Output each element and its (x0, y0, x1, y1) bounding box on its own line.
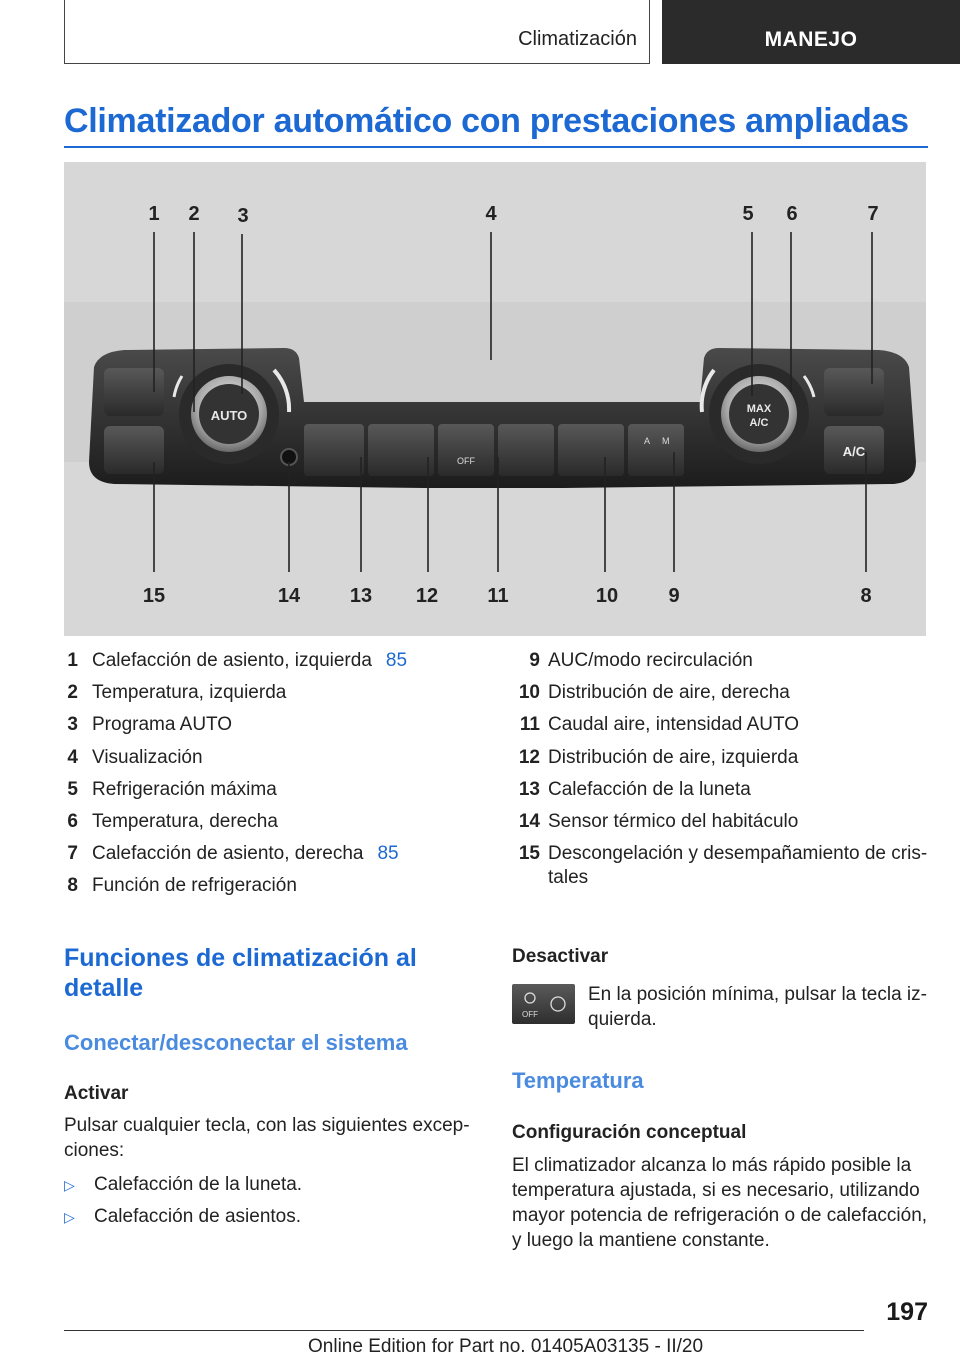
legend-item: 13 Calefacción de la luneta (518, 778, 751, 800)
deactivate-heading: Desactivar (512, 946, 609, 967)
concept-text: El climatizador alcanza lo más rápido posible la temperatura ajustada, si es necesario, utilizando mayor potencia de refrigeración o de calefacción, y luego la mantiene constante. (512, 1155, 928, 1251)
bullet-item: ▷ Calefacción de la luneta. (64, 1174, 303, 1195)
page-ref-link[interactable]: 85 (385, 650, 408, 671)
onoff-heading: Conectar/desconectar el sistema (64, 1030, 408, 1055)
legend-item: 6 Temperatura, derecha (67, 810, 278, 832)
fan-auto-button (498, 424, 554, 476)
callout-6: 6 (786, 203, 798, 225)
auc-a-label: A (644, 436, 651, 446)
legend-item: 14 Sensor térmico del habitáculo (518, 810, 799, 832)
footer-edition: Online Edition for Part no. 01405A03135 - II/20 (308, 1336, 704, 1357)
legend-item: 7 Calefacción de asiento, derecha 85 (67, 843, 399, 865)
seat-heat-right-button (824, 368, 884, 416)
legend-right (512, 649, 932, 898)
footer-divider (64, 1330, 864, 1331)
legend-item: 12 Distribución de aire, izquierda (518, 746, 799, 768)
defrost-front-button (104, 426, 164, 474)
page-title: Climatizador automático con prestaciones ampliadas (64, 102, 909, 140)
rear-defrost-button (304, 424, 364, 476)
legend-item: 15 Descongelación y desempañamiento de cris-tales (518, 843, 928, 889)
callout-4: 4 (485, 203, 497, 225)
callout-15: 15 (142, 585, 166, 607)
legend-item: 4 Visualización (67, 746, 203, 768)
callout-5: 5 (742, 203, 754, 225)
callout-12: 12 (415, 585, 439, 607)
callout-11: 11 (487, 585, 509, 607)
activate-text: Pulsar cualquier tecla, con las siguientes excep- ciones: (64, 1115, 470, 1161)
callout-2: 2 (188, 203, 200, 225)
page-ref-link[interactable]: 85 (377, 843, 399, 865)
chapter-label: MANEJO (764, 28, 858, 51)
callout-9: 9 (668, 585, 680, 607)
off-label: OFF (457, 456, 475, 466)
callout-14: 14 (277, 585, 301, 607)
legend-item: 2 Temperatura, izquierda (67, 682, 287, 704)
seat-heat-left-button (104, 368, 164, 416)
callout-7: 7 (867, 203, 879, 225)
legend-item: 3 Programa AUTO (67, 714, 233, 736)
air-dist-left-button (368, 424, 434, 476)
auc-recirc-button (628, 424, 684, 476)
header-box (64, 0, 650, 64)
page-number: 197 (886, 1298, 928, 1326)
deactivate-text: En la posición mínima, pulsar la tecla iz- quierda. (588, 984, 927, 1030)
bullet-item: ▷ Calefacción de asientos. (64, 1206, 302, 1227)
callout-3: 3 (237, 205, 249, 227)
svg-text:OFF: OFF (522, 1010, 538, 1019)
max-label: MAX (746, 403, 772, 415)
legend-item: 11 Caudal aire, intensidad AUTO (519, 714, 800, 736)
temperature-heading: Temperatura (512, 1068, 644, 1093)
chapter-tab[interactable] (662, 0, 960, 64)
legend-item: 9 AUC/modo recirculación (529, 650, 753, 671)
concept-heading: Configuración conceptual (512, 1122, 747, 1143)
air-dist-right-button (558, 424, 624, 476)
triangle-bullet-icon: ▷ (64, 1209, 75, 1225)
legend-item: 10 Distribución de aire, derecha (518, 682, 790, 704)
callout-1: 1 (148, 203, 160, 225)
callout-8: 8 (860, 585, 872, 607)
climate-panel-figure (64, 162, 926, 636)
title-divider (64, 146, 928, 148)
legend-item: 8 Función de refrigeración (67, 875, 297, 897)
legend-left (64, 649, 484, 907)
activate-heading: Activar (64, 1083, 129, 1104)
triangle-bullet-icon: ▷ (64, 1177, 75, 1193)
callout-13: 13 (349, 585, 373, 607)
auto-label: AUTO (210, 408, 248, 423)
auc-m-label: M (662, 436, 670, 446)
legend-item: 5 Refrigeración máxima (67, 778, 277, 800)
legend-item: 1 Calefacción de asiento, izquierda 85 (67, 650, 408, 671)
section-title: Climatización (518, 28, 637, 50)
fan-off-button-icon (512, 984, 575, 1024)
details-heading: Funciones de climatización al detalle (64, 944, 417, 1002)
callout-10: 10 (595, 585, 619, 607)
fan-off-button (438, 424, 494, 476)
max-ac-label: A/C (749, 417, 769, 429)
ac-label: A/C (842, 444, 866, 459)
